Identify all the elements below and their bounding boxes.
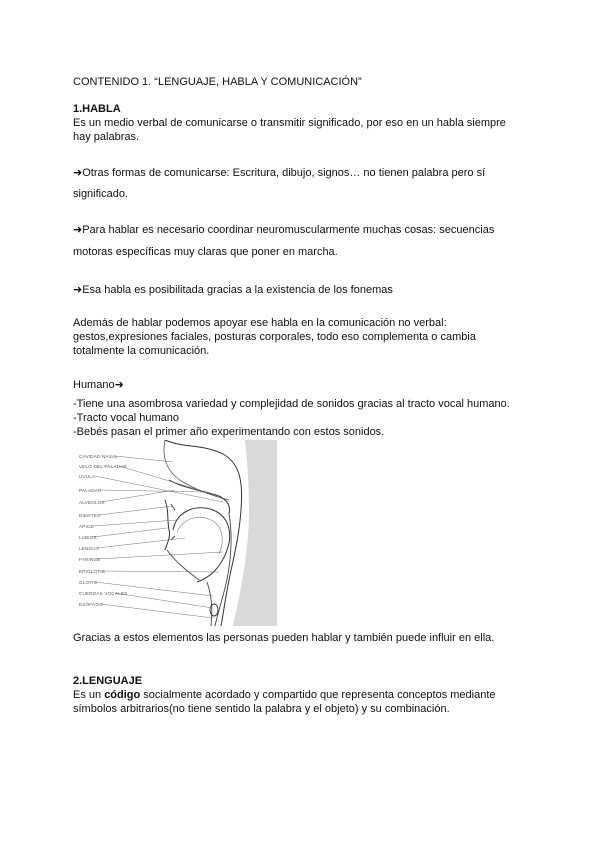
humano-label: Humano➜	[73, 379, 124, 391]
lenguaje-def-pre: Es un	[73, 689, 105, 701]
diagram-label: ALVÉOLOS	[79, 500, 105, 505]
diagram-label: PALADAR	[79, 488, 102, 493]
point-phonemes: ➜Esa habla es posibilitada gracias a la existencia de los fonemas	[73, 284, 393, 296]
diagram-label: CUERDAS VOCALES	[79, 591, 128, 596]
diagram-label: LABIOS	[79, 535, 97, 540]
lenguaje-definition	[73, 688, 523, 716]
point-other-forms: ➜Otras formas de comunicarse: Escritura, dibujo, signos… no tienen palabra pero sí	[73, 167, 486, 179]
section-heading-habla: 1.HABLA	[73, 103, 121, 115]
humano-item: -Tiene una asombrosa variedad y complejidad de sonidos gracias al tracto vocal humano.	[73, 398, 510, 410]
lenguaje-def-post: socialmente acordado y compartido que representa conceptos mediante símbolos arbitrarios(no tiene sentido la palabra y el objeto) y su combinación.	[73, 689, 496, 715]
diagram-caption: Gracias a estos elementos las personas pueden hablar y también puede influir en ella.	[73, 632, 495, 644]
diagram-label: ÚVULA	[79, 474, 96, 479]
vocal-tract-illustration	[73, 440, 277, 626]
nonverbal-paragraph: Además de hablar podemos apoyar ese habla en la comunicación no verbal: gestos,expresiones faciales, posturas corporales, todo eso complementa o cambia totalmente la comunicación.	[73, 317, 476, 357]
diagram-label: ESÓFAGO	[79, 602, 103, 607]
diagram-label: CAVIDAD NASAL	[79, 454, 119, 459]
point-other-forms-cont: significado.	[73, 188, 129, 200]
diagram-label: GLOTIS	[79, 580, 98, 585]
diagram-label: DIENTES	[79, 513, 101, 518]
point-coordination: ➜Para hablar es necesario coordinar neuromuscularmente muchas cosas: secuencias	[73, 224, 495, 236]
diagram-label: LENGUA	[79, 546, 100, 551]
vocal-tract-diagram	[73, 440, 277, 626]
page-title: CONTENIDO 1. “LENGUAJE, HABLA Y COMUNICACIÓN”	[73, 76, 362, 88]
humano-item: -Bebés pasan el primer año experimentando con estos sonidos.	[73, 426, 385, 438]
diagram-label: VELO DEL PALADAR	[79, 464, 127, 469]
humano-item: -Tracto vocal humano	[73, 412, 179, 424]
diagram-label: ÁPICE	[79, 524, 94, 529]
habla-definition: Es un medio verbal de comunicarse o transmitir significado, por eso en un habla siempre hay palabras.	[73, 117, 506, 143]
point-coordination-cont: motoras específicas muy claras que poner en marcha.	[73, 246, 338, 258]
diagram-label: EPIGLOTIS	[79, 569, 106, 574]
lenguaje-def-bold: código	[104, 689, 141, 701]
diagram-label: FARINGE	[79, 557, 101, 562]
section-heading-lenguaje: 2.LENGUAJE	[73, 675, 143, 687]
